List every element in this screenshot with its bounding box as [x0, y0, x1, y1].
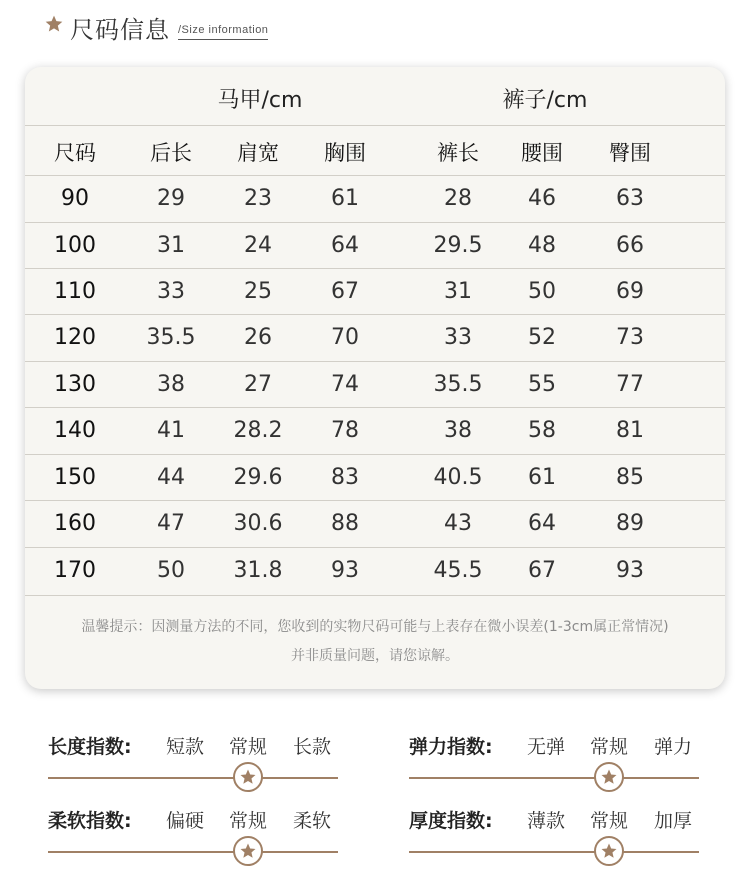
table-cell: 160: [54, 511, 96, 536]
table-cell: 23: [244, 186, 272, 211]
index-track: [48, 851, 338, 853]
table-cell: 27: [244, 372, 272, 397]
index-option: 长款: [292, 736, 331, 758]
index-marker: [233, 762, 263, 792]
table-cell: 33: [444, 325, 472, 350]
table-cell: 30.6: [233, 511, 283, 536]
table-cell: 78: [331, 418, 359, 443]
column-header-chest: 胸围: [324, 141, 366, 165]
column-header-size: 尺码: [54, 141, 96, 165]
table-cell: 45.5: [433, 558, 483, 583]
group-vest-label: 马甲/cm: [217, 88, 303, 113]
table-cell: 63: [616, 186, 644, 211]
index-label: 厚度指数:: [409, 810, 493, 832]
table-cell: 73: [616, 325, 644, 350]
index-track: [48, 777, 338, 779]
table-cell: 41: [157, 418, 185, 443]
divider: [25, 361, 725, 362]
table-cell: 29.6: [233, 465, 283, 490]
size-table-card: [25, 67, 725, 689]
table-cell: 52: [528, 325, 556, 350]
index-option: 加厚: [653, 810, 692, 832]
index-option: 常规: [589, 736, 628, 758]
table-cell: 66: [616, 233, 644, 258]
table-cell: 38: [157, 372, 185, 397]
star-icon: [239, 768, 257, 786]
table-cell: 93: [616, 558, 644, 583]
table-cell: 38: [444, 418, 472, 443]
table-cell: 31: [444, 279, 472, 304]
divider: [25, 595, 725, 596]
table-cell: 50: [528, 279, 556, 304]
note-line-2: 并非质量问题，请您谅解。: [291, 648, 459, 664]
index-option: 薄款: [526, 810, 565, 832]
star-icon: [239, 842, 257, 860]
star-icon: [44, 14, 64, 34]
table-cell: 55: [528, 372, 556, 397]
table-cell: 35.5: [433, 372, 483, 397]
table-cell: 70: [331, 325, 359, 350]
table-row: [25, 365, 725, 405]
index-length: [48, 720, 348, 780]
group-pants-label: 裤子/cm: [502, 88, 588, 113]
table-cell: 120: [54, 325, 96, 350]
table-cell: 31: [157, 233, 185, 258]
table-cell: 29.5: [433, 233, 483, 258]
index-option: 弹力: [653, 736, 692, 758]
table-cell: 64: [528, 511, 556, 536]
table-row: [25, 551, 725, 591]
star-icon: [600, 768, 618, 786]
table-cell: 85: [616, 465, 644, 490]
divider: [25, 454, 725, 455]
index-option: 无弹: [526, 736, 565, 758]
table-cell: 140: [54, 418, 96, 443]
index-marker: [594, 762, 624, 792]
index-softness: [48, 794, 348, 854]
index-label: 弹力指数:: [409, 736, 493, 758]
table-cell: 58: [528, 418, 556, 443]
table-row: [25, 458, 725, 498]
table-row: [25, 504, 725, 544]
table-cell: 46: [528, 186, 556, 211]
section-header: [44, 10, 444, 46]
table-cell: 90: [61, 186, 89, 211]
table-cell: 44: [157, 465, 185, 490]
index-marker: [594, 836, 624, 866]
table-cell: 43: [444, 511, 472, 536]
table-cell: 89: [616, 511, 644, 536]
divider: [25, 175, 725, 176]
table-cell: 35.5: [146, 325, 196, 350]
table-cell: 93: [331, 558, 359, 583]
index-track: [409, 777, 699, 779]
divider: [25, 407, 725, 408]
index-thickness: [409, 794, 709, 854]
index-option: 常规: [589, 810, 628, 832]
section-title: 尺码信息: [70, 16, 170, 44]
column-header-shoulder: 肩宽: [237, 141, 279, 165]
table-cell: 61: [331, 186, 359, 211]
table-cell: 61: [528, 465, 556, 490]
table-cell: 33: [157, 279, 185, 304]
divider: [25, 125, 725, 126]
measurement-note: [25, 613, 725, 671]
table-cell: 47: [157, 511, 185, 536]
table-cell: 28.2: [233, 418, 283, 443]
divider: [25, 500, 725, 501]
divider: [25, 547, 725, 548]
column-header-back-length: 后长: [150, 141, 192, 165]
table-cell: 40.5: [433, 465, 483, 490]
table-cell: 67: [528, 558, 556, 583]
index-elasticity: [409, 720, 709, 780]
table-cell: 25: [244, 279, 272, 304]
table-row: [25, 179, 725, 219]
table-cell: 88: [331, 511, 359, 536]
index-option: 常规: [228, 736, 267, 758]
star-icon: [600, 842, 618, 860]
table-cell: 28: [444, 186, 472, 211]
table-cell: 74: [331, 372, 359, 397]
table-cell: 150: [54, 465, 96, 490]
table-row: [25, 226, 725, 266]
table-cell: 29: [157, 186, 185, 211]
table-cell: 110: [54, 279, 96, 304]
table-cell: 77: [616, 372, 644, 397]
column-header-hip: 臀围: [609, 141, 651, 165]
table-cell: 170: [54, 558, 96, 583]
index-option: 短款: [165, 736, 204, 758]
table-row: [25, 411, 725, 451]
divider: [25, 222, 725, 223]
divider: [25, 268, 725, 269]
table-cell: 67: [331, 279, 359, 304]
section-subtitle: /Size information: [178, 24, 268, 40]
index-marker: [233, 836, 263, 866]
table-cell: 130: [54, 372, 96, 397]
table-cell: 83: [331, 465, 359, 490]
table-cell: 100: [54, 233, 96, 258]
index-option: 偏硬: [165, 810, 204, 832]
table-row: [25, 272, 725, 312]
table-cell: 69: [616, 279, 644, 304]
note-line-1: 温馨提示：因测量方法的不同，您收到的实物尺码可能与上表存在微小误差(1-3cm属正常情况): [81, 619, 669, 635]
index-option: 柔软: [292, 810, 331, 832]
index-option: 常规: [228, 810, 267, 832]
table-cell: 24: [244, 233, 272, 258]
index-track: [409, 851, 699, 853]
column-header-pants-length: 裤长: [437, 141, 479, 165]
divider: [25, 314, 725, 315]
index-label: 柔软指数:: [48, 810, 132, 832]
table-cell: 31.8: [233, 558, 283, 583]
index-label: 长度指数:: [48, 736, 132, 758]
table-cell: 50: [157, 558, 185, 583]
table-cell: 48: [528, 233, 556, 258]
table-cell: 64: [331, 233, 359, 258]
table-cell: 26: [244, 325, 272, 350]
column-header-waist: 腰围: [521, 141, 563, 165]
table-row: [25, 318, 725, 358]
table-cell: 81: [616, 418, 644, 443]
